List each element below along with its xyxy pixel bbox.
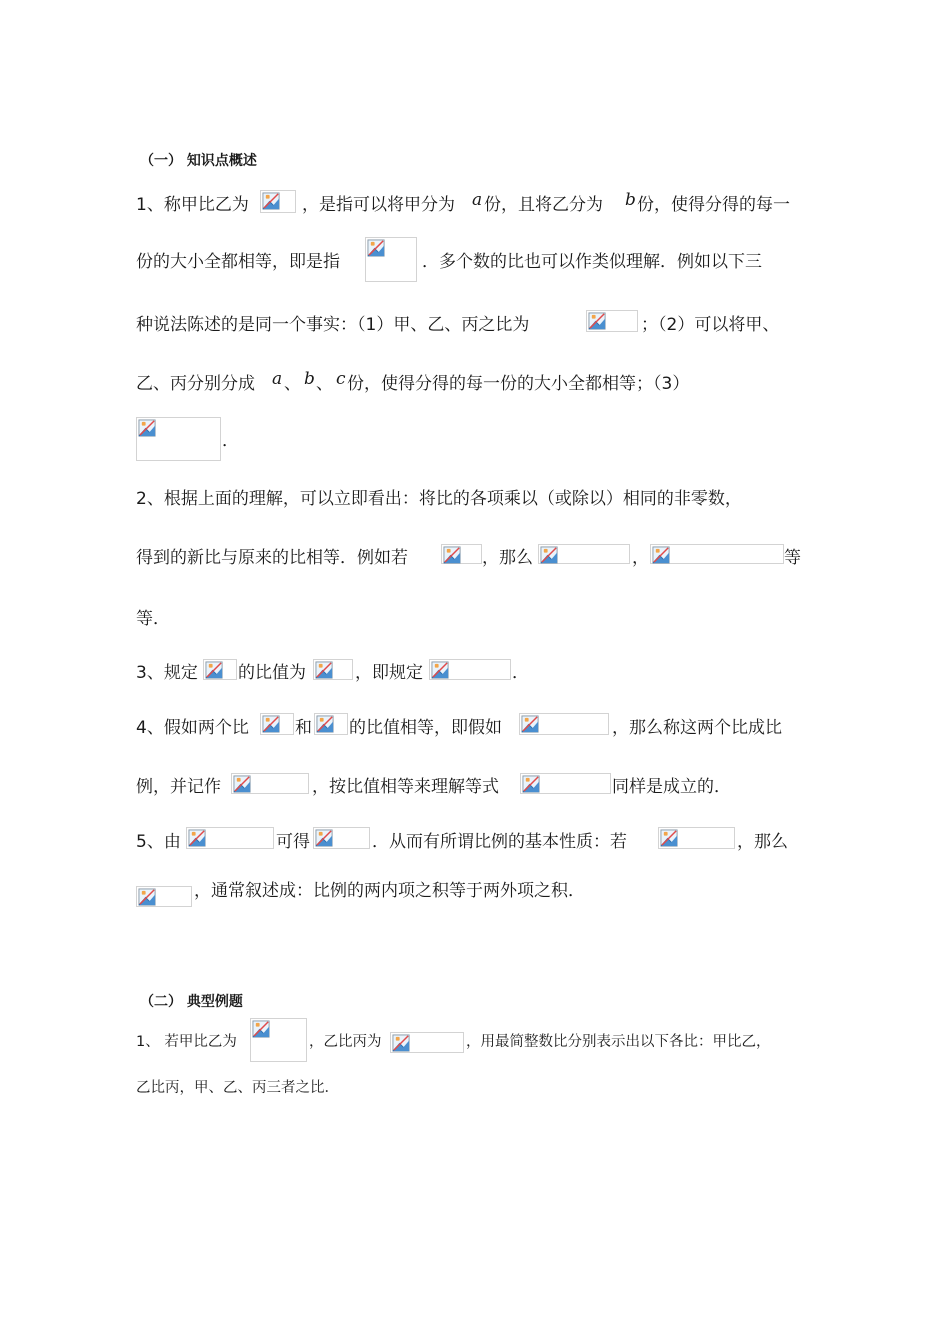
formula-image <box>314 713 348 735</box>
text-run: 份，且将乙分为 <box>484 195 603 215</box>
text-run: 和 <box>295 718 312 738</box>
broken-image-icon <box>138 888 157 907</box>
text-run: 1、称甲比乙为 <box>136 195 249 215</box>
text-run: 例，并记作 <box>136 777 221 797</box>
formula-image <box>538 544 630 564</box>
broken-image-icon <box>316 715 335 734</box>
formula-image <box>365 237 417 282</box>
text-run: ，那么 <box>737 832 788 852</box>
text-run: ．从而有所谓比例的基本性质：若 <box>372 832 627 852</box>
broken-image-icon <box>262 715 281 734</box>
broken-image-icon <box>588 312 607 331</box>
broken-image-icon <box>315 829 334 848</box>
text-run: 1、 若甲比乙为 <box>136 1034 237 1050</box>
formula-image <box>586 310 638 332</box>
formula-image <box>390 1032 464 1053</box>
formula-image <box>203 659 237 680</box>
math-variable: b <box>625 190 636 210</box>
text-run: 等 <box>784 548 801 568</box>
math-variable: b <box>304 369 315 389</box>
text-run: 乙、丙分别分成 <box>136 374 255 394</box>
broken-image-icon <box>652 546 671 565</box>
text-run: 3、规定 <box>136 663 198 683</box>
text-run: ，通常叙述成：比例的两内项之积等于两外项之积． <box>194 881 585 901</box>
text-run: ，用最简整数比分别表示出以下各比：甲比乙， <box>466 1034 771 1050</box>
broken-image-icon <box>431 661 450 680</box>
broken-image-icon <box>188 829 207 848</box>
formula-image <box>519 713 609 735</box>
text-run: ，那么称这两个比成比 <box>612 718 782 738</box>
text-run: 份，使得分得的每一 <box>637 195 790 215</box>
broken-image-icon <box>138 419 157 438</box>
formula-image <box>658 827 735 849</box>
text-run: ． <box>512 663 529 683</box>
text-run: ；（2）可以将甲、 <box>641 315 780 335</box>
text-run: ，乙比丙为 <box>309 1034 382 1050</box>
text-run: 的比值为 <box>238 663 306 683</box>
formula-image <box>136 417 221 461</box>
math-variable: a <box>472 190 483 210</box>
broken-image-icon <box>205 661 224 680</box>
broken-image-icon <box>540 546 559 565</box>
text-run: 、 <box>316 374 333 394</box>
text-run: 5、由 <box>136 832 181 852</box>
formula-image <box>260 190 296 213</box>
text-run: 乙比丙，甲、乙、丙三者之比． <box>136 1080 339 1096</box>
text-run: ，按比值相等来理解等式 <box>312 777 499 797</box>
formula-image <box>260 713 294 735</box>
formula-image <box>313 827 370 849</box>
text-run: 4、假如两个比 <box>136 718 249 738</box>
math-variable: a <box>272 369 283 389</box>
formula-image <box>441 544 482 564</box>
text-run: ，即规定 <box>355 663 423 683</box>
formula-image <box>520 773 611 794</box>
formula-image <box>250 1018 307 1062</box>
formula-image <box>429 659 511 680</box>
broken-image-icon <box>233 775 252 794</box>
broken-image-icon <box>315 661 334 680</box>
math-variable: c <box>336 369 346 389</box>
text-run: ，是指可以将甲分为 <box>302 195 455 215</box>
text-run: 同样是成立的． <box>612 777 731 797</box>
text-run: 2、根据上面的理解，可以立即看出：将比的各项乘以（或除以）相同的非零数， <box>136 489 742 509</box>
broken-image-icon <box>660 829 679 848</box>
text-run: 等． <box>136 609 170 629</box>
text-run: ， <box>632 548 649 568</box>
text-run: 份的大小全都相等，即是指 <box>136 252 340 272</box>
formula-image <box>136 886 192 907</box>
text-run: 的比值相等，即假如 <box>349 718 502 738</box>
formula-image <box>650 544 784 564</box>
text-run: ．多个数的比也可以作类似理解．例如以下三 <box>422 252 762 272</box>
text-run: 种说法陈述的是同一个事实：（1）甲、乙、丙之比为 <box>136 315 530 335</box>
formula-image <box>186 827 274 849</box>
text-run: 得到的新比与原来的比相等．例如若 <box>136 548 408 568</box>
section-heading-1-text: （一） 知识点概述 <box>140 153 257 169</box>
section-heading-2-text: （二） 典型例题 <box>140 994 243 1010</box>
text-run: ． <box>222 431 239 451</box>
broken-image-icon <box>367 239 386 258</box>
broken-image-icon <box>521 715 540 734</box>
text-run: ，那么 <box>482 548 533 568</box>
text-run: 、 <box>284 374 301 394</box>
broken-image-icon <box>252 1020 271 1039</box>
formula-image <box>313 659 353 680</box>
text-run: 份，使得分得的每一份的大小全都相等；（3） <box>347 374 690 394</box>
broken-image-icon <box>262 192 281 211</box>
broken-image-icon <box>443 546 462 565</box>
formula-image <box>231 773 309 794</box>
text-run: 可得 <box>276 832 310 852</box>
broken-image-icon <box>392 1034 411 1053</box>
broken-image-icon <box>522 775 541 794</box>
